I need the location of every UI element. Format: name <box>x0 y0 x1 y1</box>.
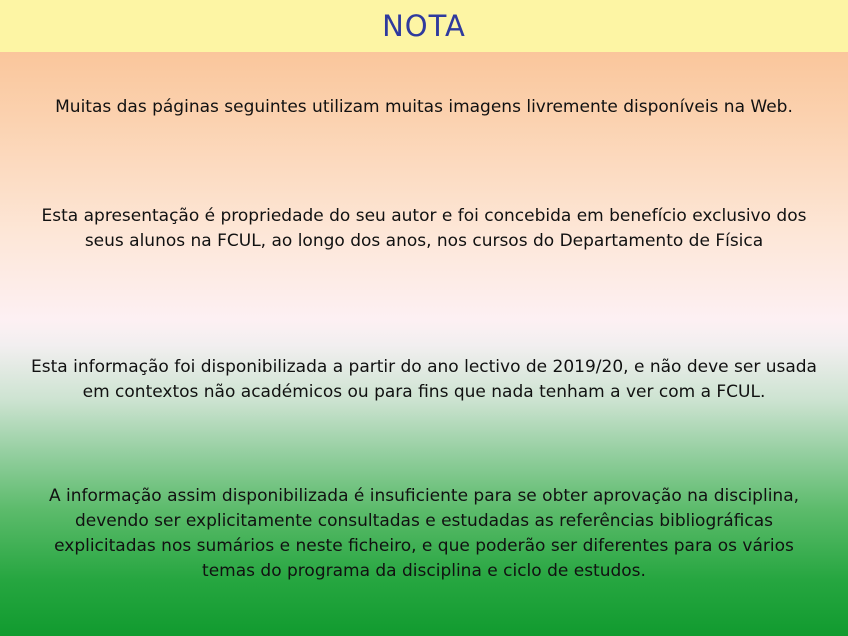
title-bar <box>0 0 848 52</box>
slide-title: NOTA <box>382 8 466 43</box>
paragraph-insufficient-info: A informação assim disponibilizada é insuficiente para se obter aprovação na disciplina, devendo ser explicitamente consultadas e estudadas as referências bibliográficas explicitadas nos sumários e neste ficheiro, e que poderão ser diferentes para os vários temas do programa da disciplina e ciclo de estudos. <box>48 486 800 581</box>
paragraph-availability: Esta informação foi disponibilizada a partir do ano lectivo de 2019/20, e não deve ser usada em contextos não académicos ou para fins que nada tenham a ver com a FCUL. <box>31 357 817 402</box>
paragraph-web-images: Muitas das páginas seguintes utilizam muitas imagens livremente disponíveis na Web. <box>55 97 793 117</box>
paragraph-ownership: Esta apresentação é propriedade do seu autor e foi concebida em benefício exclusivo dos seus alunos na FCUL, ao longo dos anos, nos cursos do Departamento de Física <box>41 206 807 251</box>
